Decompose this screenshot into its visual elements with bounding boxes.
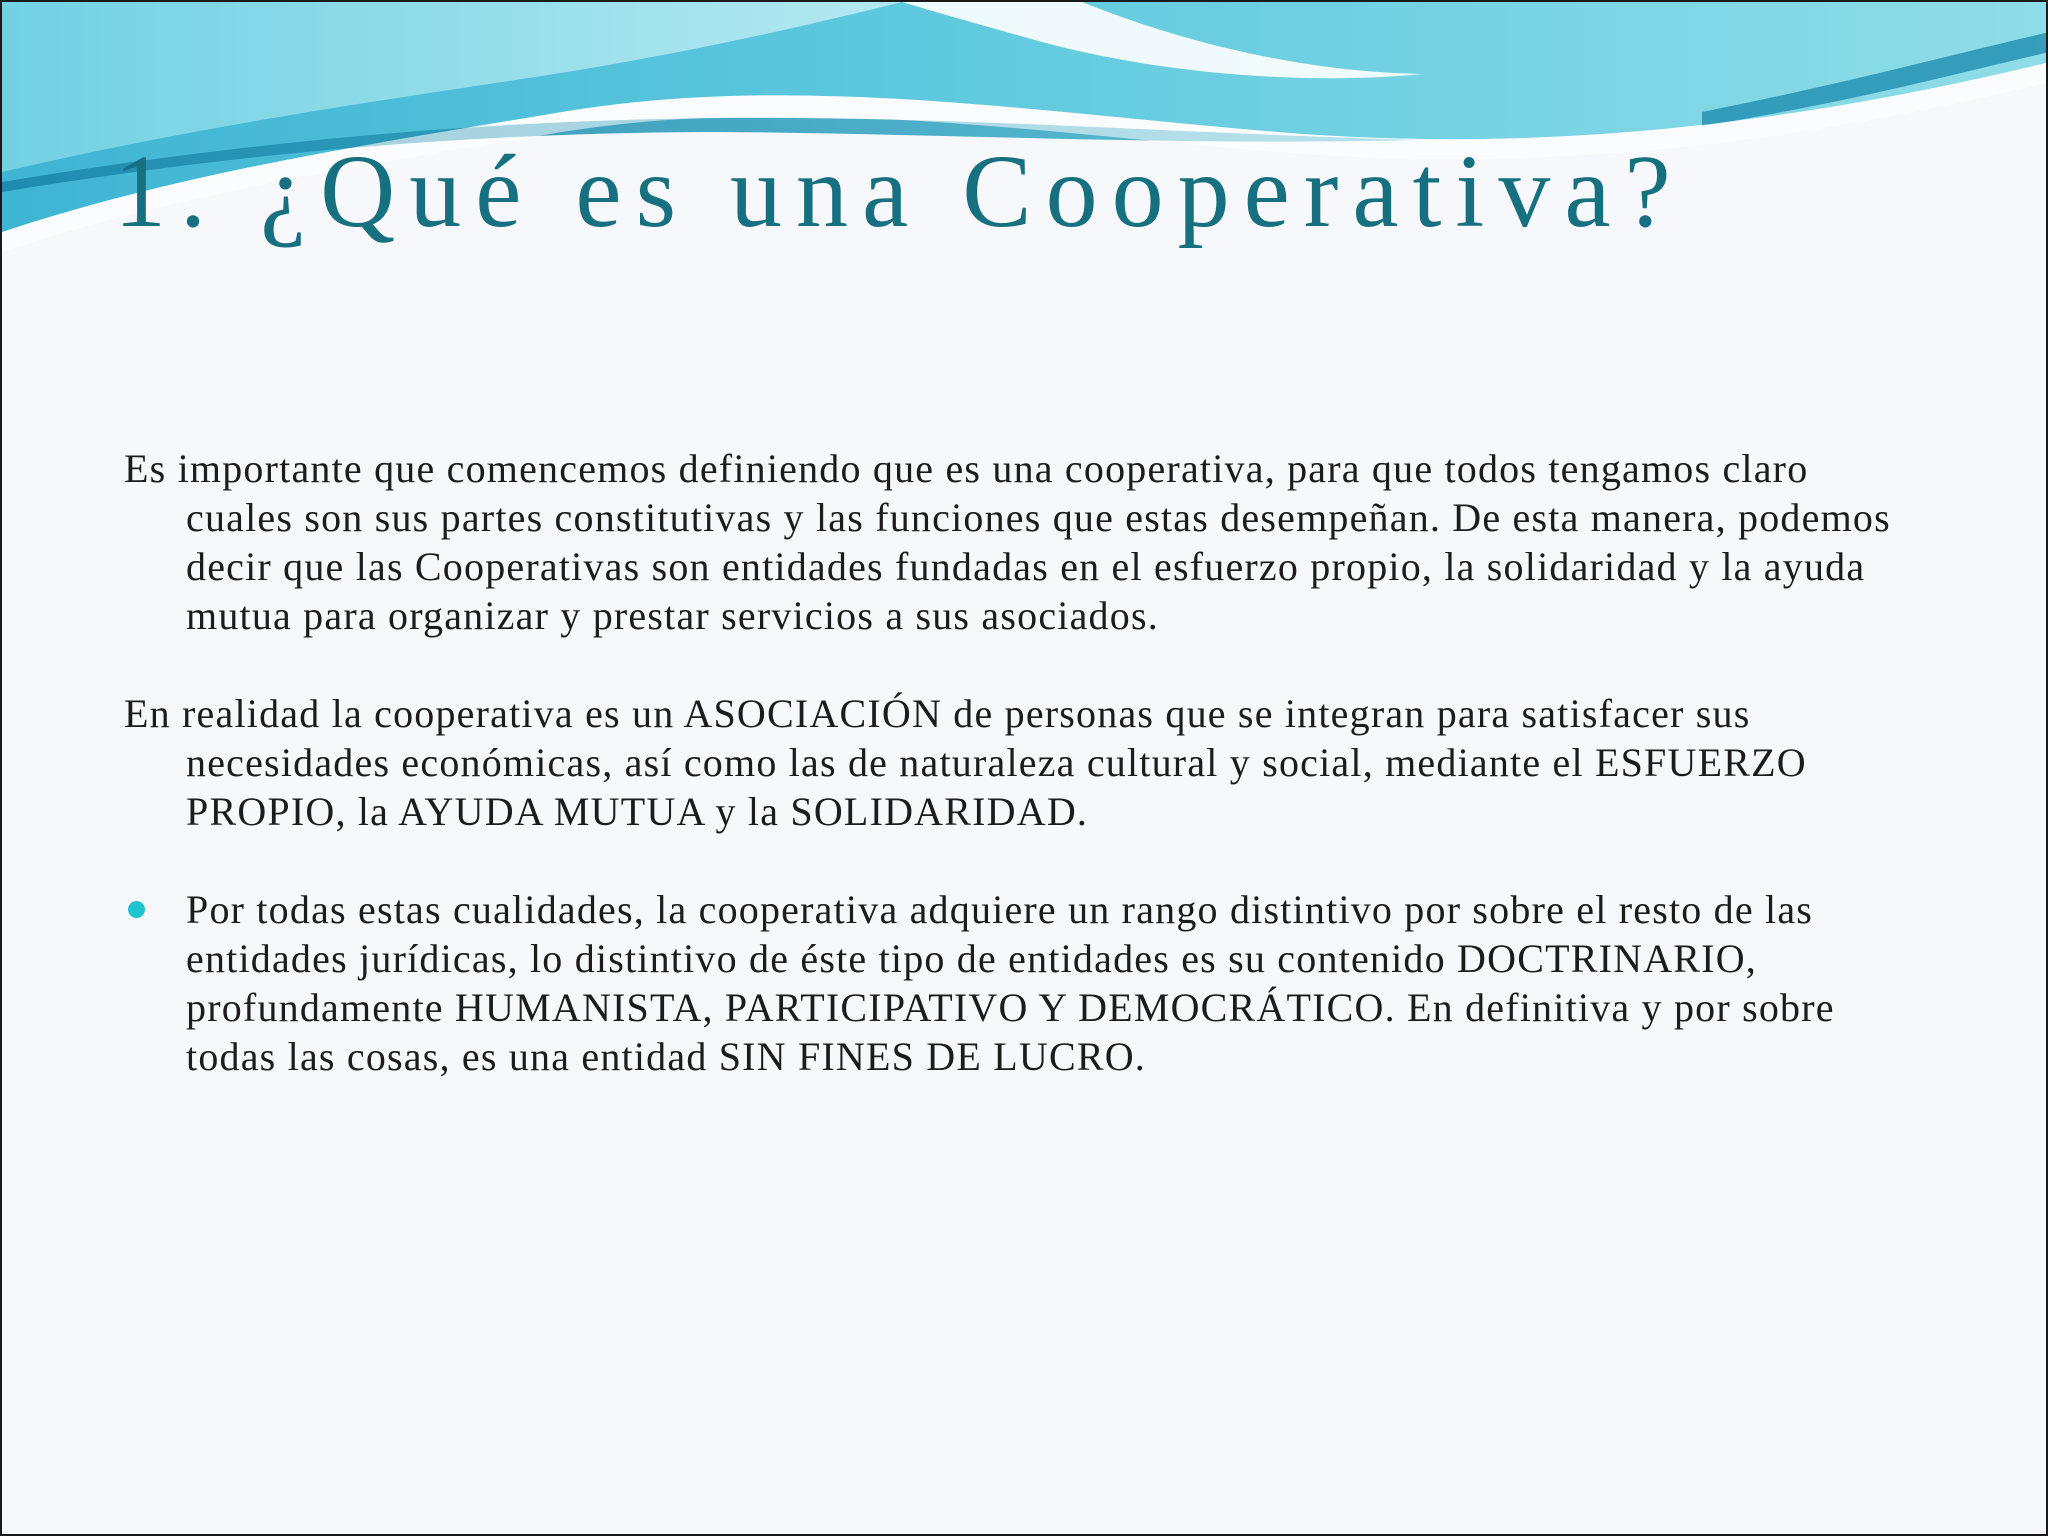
bullet-item xyxy=(124,885,1924,1081)
paragraph-association: En realidad la cooperativa es un ASOCIACIÓN de personas que se integran para satisfacer sus necesidades económicas, así como las de naturaleza cultural y social, mediante el ESFUERZO PROPIO, la AYUDA MUTUA y la SOLIDARIDAD. xyxy=(124,691,1807,834)
bullet-text: Por todas estas cualidades, la cooperativa adquiere un rango distintivo por sobre el resto de las entidades jurídicas, lo distintivo de éste tipo de entidades es su contenido DOCTRINARIO, profundamente HUMANISTA, PARTICIPATIVO Y DEMOCRÁTICO. En definitiva y por sobre todas las cosas, es una entidad SIN FINES DE LUCRO. xyxy=(186,887,1835,1079)
slide-title: 1. ¿Qué es una Cooperativa? xyxy=(114,134,1685,249)
slide-body xyxy=(124,444,1924,1081)
bullet-dot-icon xyxy=(128,901,145,918)
paragraph-definition: Es importante que comencemos definiendo que es una cooperativa, para que todos tengamos claro cuales son sus partes constitutivas y las funciones que estas desempeñan. De esta manera, podemos decir que las Cooperativas son entidades fundadas en el esfuerzo propio, la solidaridad y la ayuda mutua para organizar y prestar servicios a sus asociados. xyxy=(124,446,1891,638)
